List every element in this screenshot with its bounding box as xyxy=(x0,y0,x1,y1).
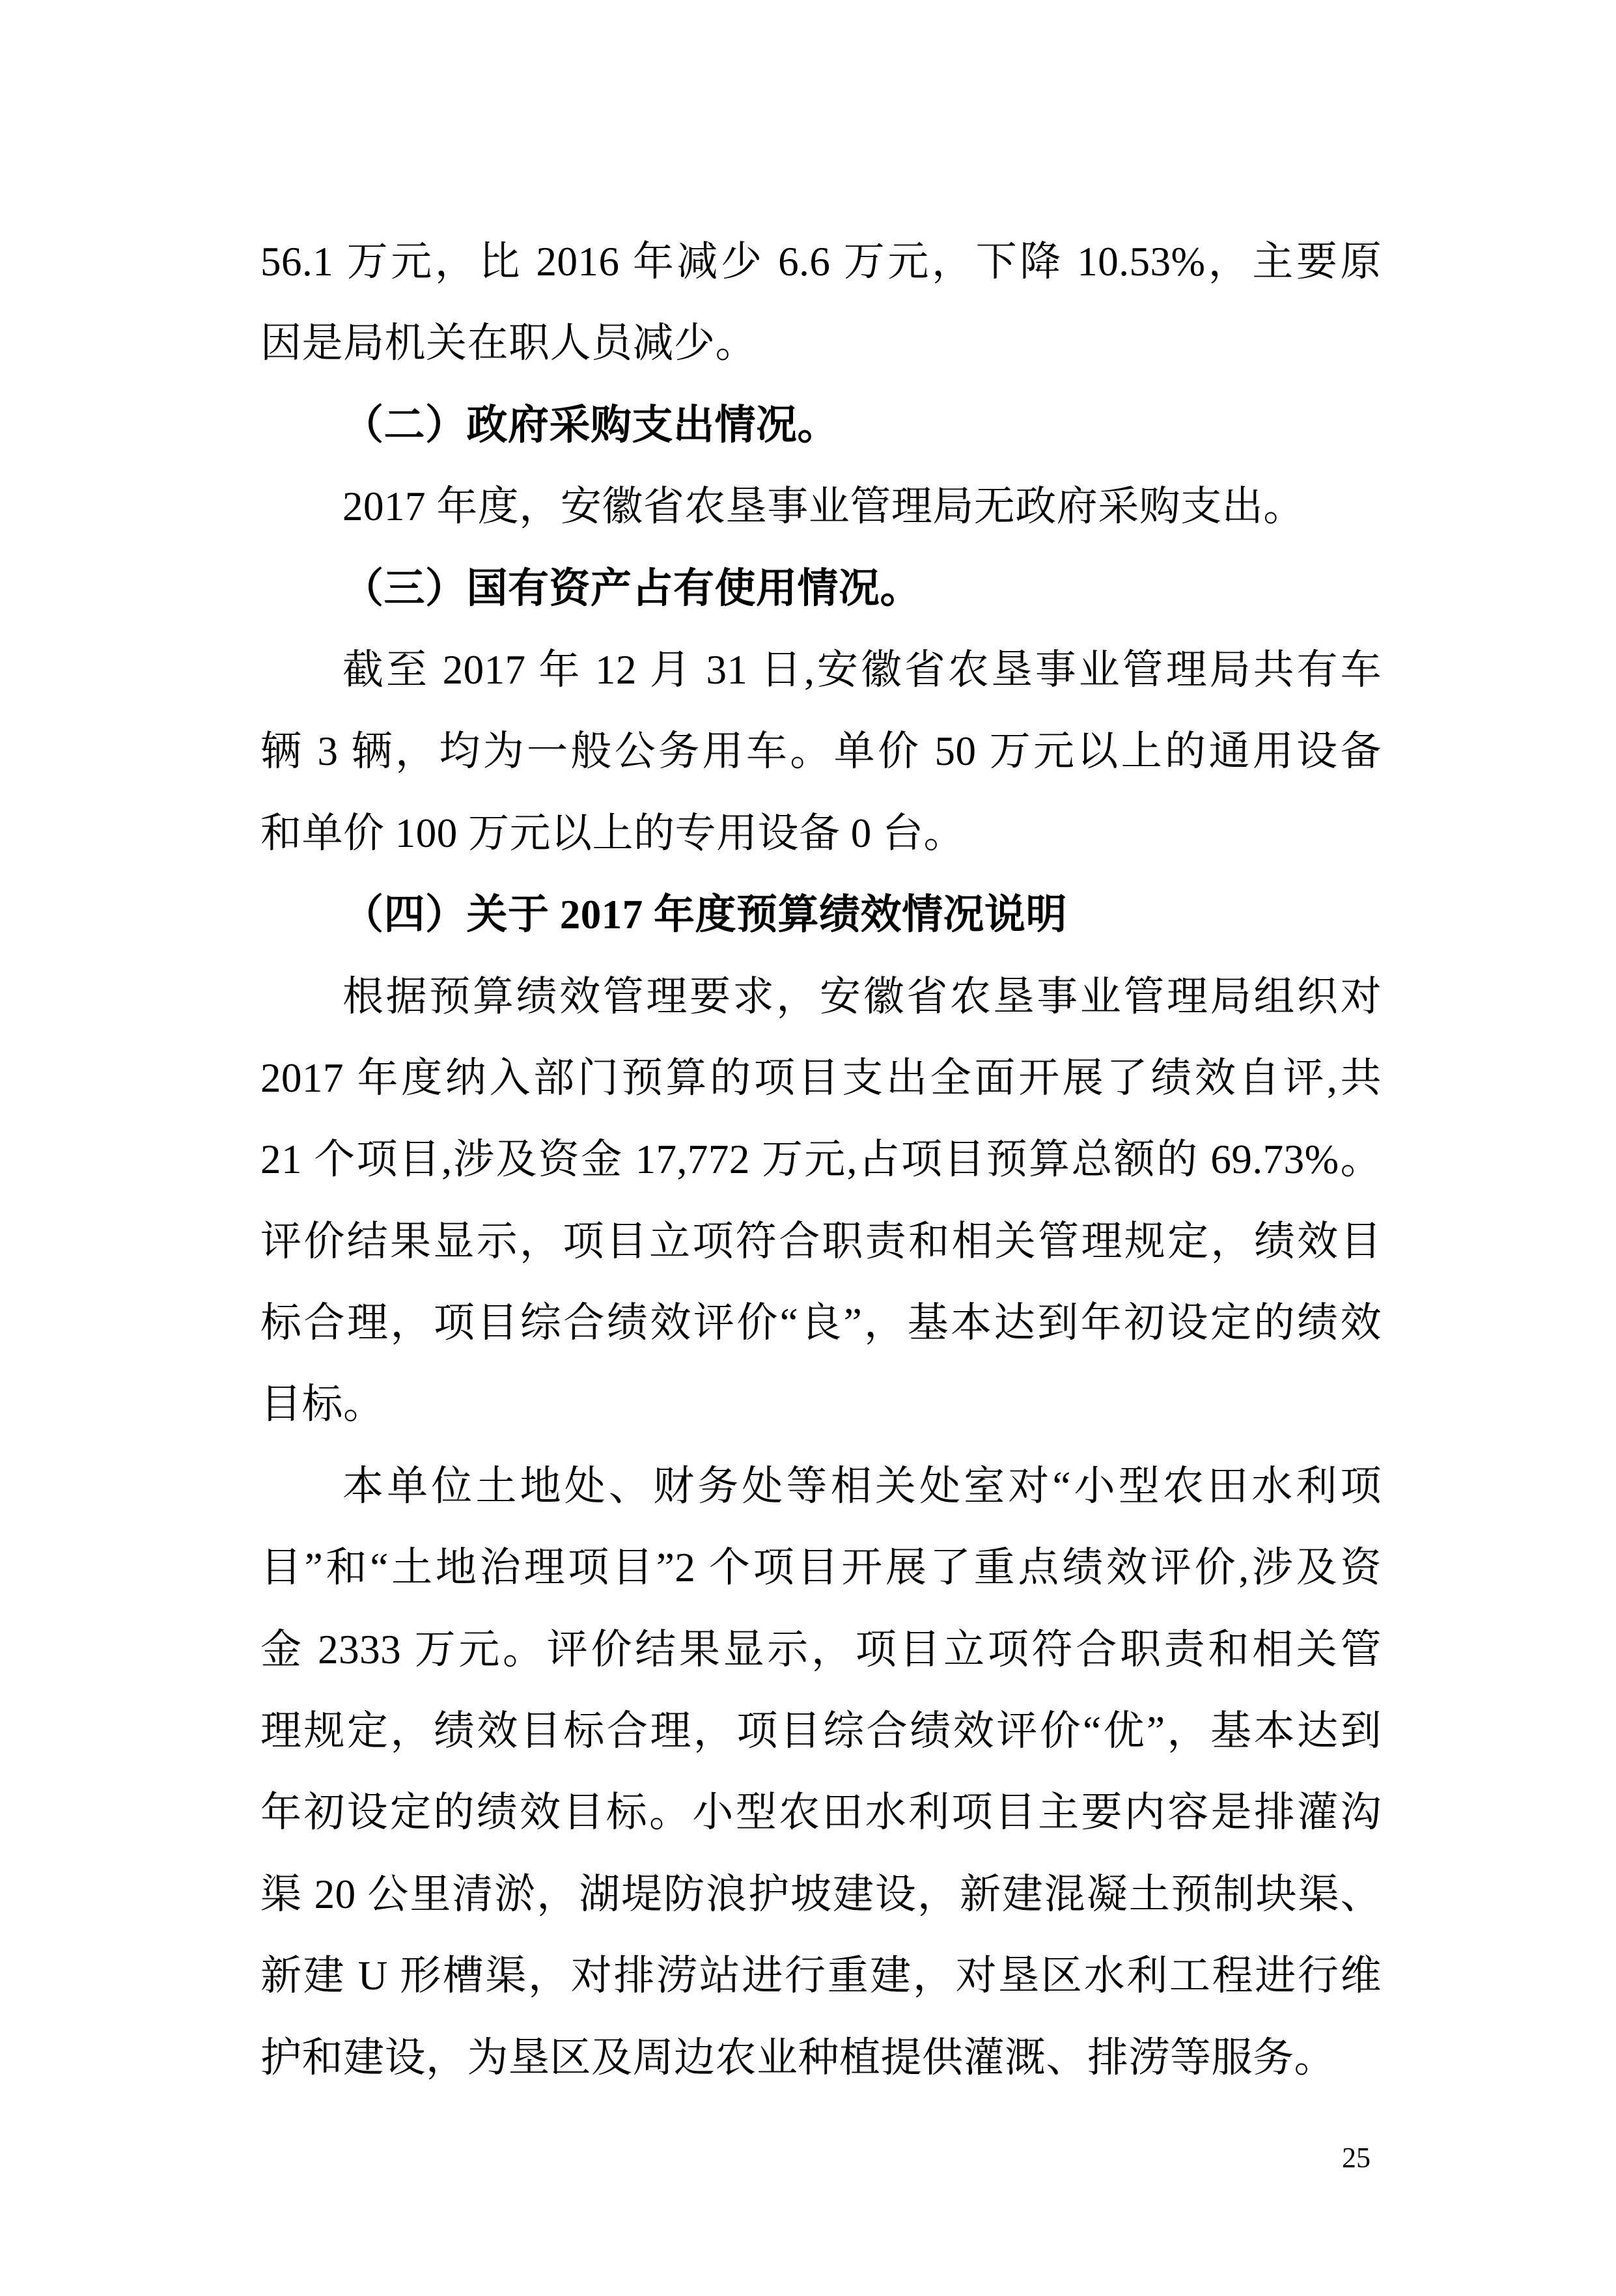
text-line-22: 新建 U 形槽渠，对排涝站进行重建，对垦区水利工程进行维 xyxy=(260,1953,1382,1999)
text-line-12: 21 个项目,涉及资金 17,772 万元,占项目预算总额的 69.73%。 xyxy=(260,1137,1382,1183)
text-line-21: 渠 20 公里清淤，湖堤防浪护坡建设，新建混凝土预制块渠、 xyxy=(260,1871,1382,1917)
text-line-13: 评价结果显示，项目立项符合职责和相关管理规定，绩效目 xyxy=(260,1218,1382,1264)
text-line-7: 辆 3 辆，均为一般公务用车。单价 50 万元以上的通用设备 xyxy=(260,728,1382,775)
text-line-15: 目标。 xyxy=(260,1381,385,1428)
text-line-1: 56.1 万元，比 2016 年减少 6.6 万元，下降 10.53%，主要原 xyxy=(260,239,1382,284)
text-line-6: 截至 2017 年 12 月 31 日,安徽省农垦事业管理局共有车 xyxy=(342,646,1382,693)
text-line-8: 和单价 100 万元以上的专用设备 0 台。 xyxy=(260,810,965,856)
section-heading-3: （三）国有资产占有使用情况。 xyxy=(342,565,921,611)
text-line-18: 金 2333 万元。评价结果显示，项目立项符合职责和相关管 xyxy=(260,1626,1382,1672)
text-line-11: 2017 年度纳入部门预算的项目支出全面开展了绩效自评,共 xyxy=(260,1055,1382,1101)
page-number: 25 xyxy=(1342,2142,1371,2174)
text-line-16: 本单位土地处、财务处等相关处室对“小型农田水利项 xyxy=(342,1463,1382,1509)
text-line-19: 理规定，绩效目标合理，项目综合绩效评价“优”，基本达到 xyxy=(260,1708,1382,1754)
text-line-4: 2017 年度，安徽省农垦事业管理局无政府采购支出。 xyxy=(342,484,1305,530)
section-heading-4: （四）关于 2017 年度预算绩效情况说明 xyxy=(342,892,1067,938)
text-line-23: 护和建设，为垦区及周边农业种植提供灌溉、排涝等服务。 xyxy=(260,2034,1335,2081)
text-line-14: 标合理，项目综合绩效评价“良”，基本达到年初设定的绩效 xyxy=(260,1300,1382,1346)
text-body xyxy=(260,221,1382,2099)
section-heading-2: （二）政府采购支出情况。 xyxy=(342,402,839,448)
text-line-20: 年初设定的绩效目标。小型农田水利项目主要内容是排灌沟 xyxy=(260,1790,1382,1836)
text-line-2: 因是局机关在职人员减少。 xyxy=(260,320,757,367)
text-line-17: 目”和“土地治理项目”2 个项目开展了重点绩效评价,涉及资 xyxy=(260,1545,1382,1591)
text-line-10: 根据预算绩效管理要求，安徽省农垦事业管理局组织对 xyxy=(342,973,1382,1019)
